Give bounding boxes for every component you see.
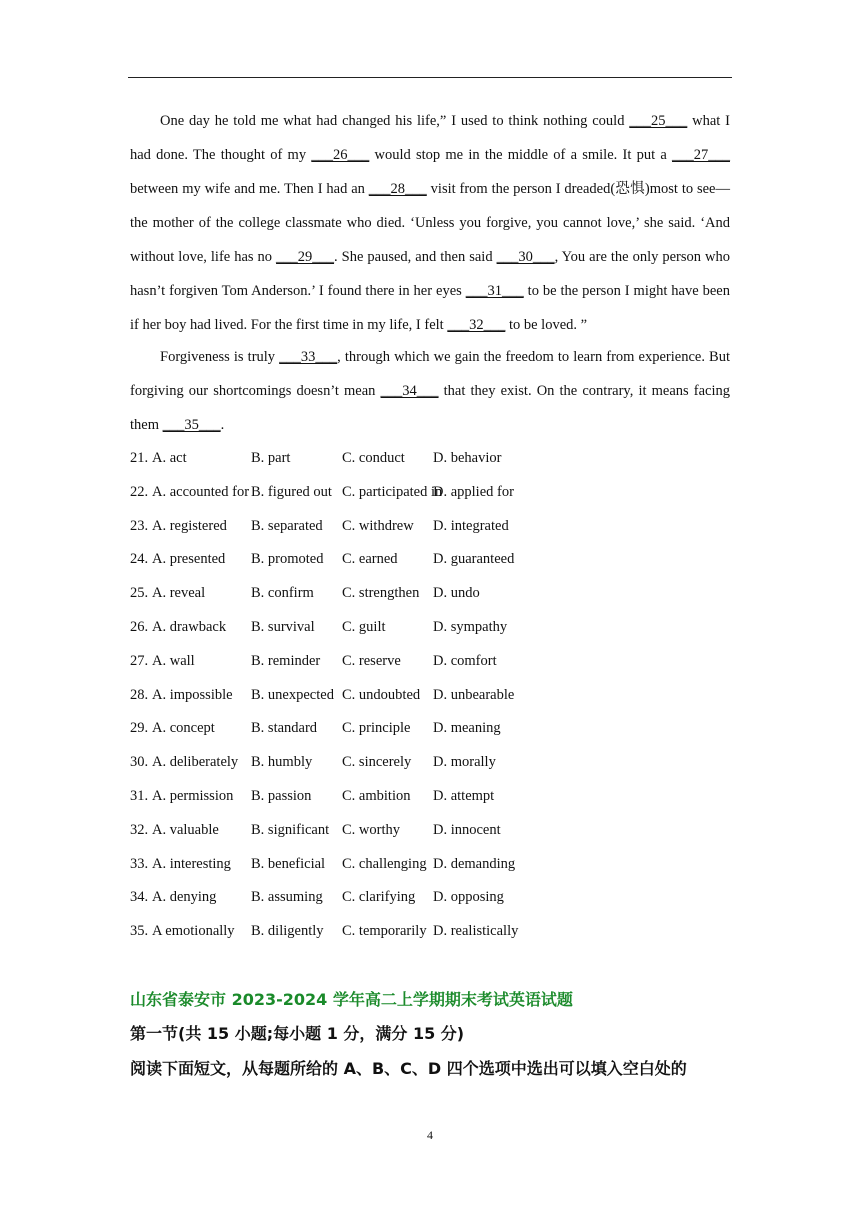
- option-a: A. deliberately: [152, 754, 239, 771]
- question-number: 21.: [130, 450, 149, 466]
- option-c: C. guilt: [342, 618, 386, 635]
- option-c: C. worthy: [342, 821, 400, 838]
- answer-blank: ___31___: [465, 283, 524, 299]
- option-b: B. separated: [251, 517, 323, 534]
- answer-blank: ___33___: [279, 349, 338, 365]
- header-rule: [128, 77, 732, 78]
- question-row: [130, 543, 730, 577]
- question-row: [130, 679, 730, 713]
- question-number: 34.: [130, 889, 149, 906]
- question-number: 24.: [130, 551, 149, 568]
- option-c: C. temporarily: [342, 923, 427, 940]
- question-row: [130, 442, 730, 476]
- option-c: C. undoubted: [342, 686, 421, 703]
- passage-text: Forgiveness is truly: [160, 349, 280, 365]
- question-row: [130, 780, 730, 814]
- option-a: A. act: [152, 450, 187, 466]
- section-title: 山东省泰安市 2023-2024 学年高二上学期期末考试英语试题: [130, 990, 573, 1009]
- question-number: 31.: [130, 787, 149, 804]
- passage-text: between my wife and me. Then I had an: [130, 181, 369, 197]
- option-a: A. reveal: [152, 585, 206, 602]
- question-row: [130, 611, 730, 645]
- option-d: D. meaning: [433, 720, 501, 737]
- question-options-list: [130, 442, 730, 949]
- answer-blank: ___27___: [672, 147, 730, 163]
- option-d: D. integrated: [433, 517, 509, 534]
- option-d: D. morally: [433, 754, 496, 771]
- question-row: [130, 814, 730, 848]
- question-row: [130, 645, 730, 679]
- question-row: [130, 881, 730, 915]
- option-d: D. comfort: [433, 652, 497, 669]
- section-instruction: 阅读下面短文，从每题所给的 A、B、C、D 四个选项中选出可以填入空白处的: [130, 1059, 687, 1078]
- option-d: D. applied for: [433, 483, 514, 500]
- question-number: 23.: [130, 517, 149, 534]
- option-a: A. impossible: [152, 686, 233, 703]
- question-number: 30.: [130, 754, 149, 771]
- option-a: A emotionally: [152, 923, 235, 940]
- question-row: [130, 746, 730, 780]
- question-number: 28.: [130, 686, 149, 703]
- option-a: A. registered: [152, 517, 227, 534]
- answer-blank: ___25___: [629, 113, 688, 129]
- answer-blank: ___34___: [380, 383, 439, 399]
- passage-text: what I had done. The thought of my: [130, 113, 730, 163]
- option-d: D. innocent: [433, 821, 501, 838]
- option-d: D. sympathy: [433, 618, 508, 635]
- option-d: D. attempt: [433, 787, 495, 804]
- option-a: A. accounted for: [152, 483, 250, 500]
- option-a: A. wall: [152, 652, 195, 669]
- option-d: D. behavior: [433, 450, 502, 466]
- passage-paragraph-1: [130, 104, 730, 342]
- option-c: C. withdrew: [342, 517, 414, 534]
- option-c: C. principle: [342, 720, 411, 737]
- option-a: A. concept: [152, 720, 215, 737]
- answer-blank: ___30___: [496, 249, 555, 265]
- option-b: B. figured out: [251, 483, 332, 500]
- option-c: C. reserve: [342, 652, 401, 669]
- answer-blank: ___28___: [368, 181, 427, 197]
- option-b: B. promoted: [251, 551, 324, 568]
- option-c: C. clarifying: [342, 889, 416, 906]
- option-b: B. reminder: [251, 652, 321, 669]
- option-b: B. assuming: [251, 889, 323, 906]
- question-row: [130, 915, 730, 949]
- passage-text: , You are the only person who hasn’t forgiven Tom Anderson.’ I found there in her eyes: [130, 249, 731, 299]
- option-c: C. challenging: [342, 855, 427, 872]
- option-b: B. passion: [251, 787, 312, 804]
- passage-text: would stop me in the middle of a smile. It put a: [369, 147, 672, 163]
- option-b: B. survival: [251, 618, 315, 635]
- option-b: B. humbly: [251, 754, 313, 771]
- question-number: 22.: [130, 483, 149, 500]
- question-number: 35.: [130, 923, 149, 940]
- option-b: B. diligently: [251, 923, 324, 940]
- option-d: D. demanding: [433, 855, 516, 872]
- question-number: 25.: [130, 585, 149, 602]
- question-row: [130, 712, 730, 746]
- option-b: B. part: [251, 450, 291, 466]
- passage-text: . She paused, and then said: [334, 249, 497, 265]
- option-b: B. confirm: [251, 585, 314, 602]
- passage-text: visit from the person I dreaded(恐惧)most to see—the mother of the college classmate who died. ‘Unless you forgive, you cannot love,’ she said. ‘And without love, life has no: [130, 181, 730, 265]
- option-c: C. conduct: [342, 450, 405, 466]
- option-d: D. undo: [433, 585, 480, 602]
- question-number: 29.: [130, 720, 149, 737]
- option-a: A. interesting: [152, 855, 231, 872]
- passage-text: that they exist. On the contrary, it means facing them: [130, 383, 730, 433]
- option-b: B. standard: [251, 720, 318, 737]
- passage-text: , through which we gain the freedom to learn from experience. But forgiving our shortcomings doesn’t mean: [130, 349, 731, 399]
- option-c: C. strengthen: [342, 585, 420, 602]
- question-number: 33.: [130, 855, 149, 872]
- option-c: C. participated in: [342, 483, 443, 500]
- passage-text: to be loved. ”: [505, 317, 588, 333]
- option-a: A. valuable: [152, 821, 219, 838]
- option-d: D. guaranteed: [433, 551, 515, 568]
- option-d: D. opposing: [433, 889, 504, 906]
- passage-text: to be the person I might have been if her boy had lived. For the first time in my life, I felt: [130, 283, 730, 333]
- option-c: C. ambition: [342, 787, 411, 804]
- option-a: A. denying: [152, 889, 217, 906]
- answer-blank: ___29___: [276, 249, 335, 265]
- option-a: A. drawback: [152, 618, 227, 635]
- option-b: B. unexpected: [251, 686, 334, 703]
- answer-blank: ___26___: [311, 147, 370, 163]
- passage-paragraph-2: [130, 340, 730, 442]
- question-row: [130, 848, 730, 882]
- option-c: C. earned: [342, 551, 398, 568]
- question-number: 32.: [130, 821, 149, 838]
- question-row: [130, 476, 730, 510]
- option-b: B. significant: [251, 821, 330, 838]
- passage-text: One day he told me what had changed his life,” I used to think nothing could: [160, 113, 630, 129]
- option-d: D. unbearable: [433, 686, 515, 703]
- option-b: B. beneficial: [251, 855, 326, 872]
- option-a: A. permission: [152, 787, 234, 804]
- question-number: 27.: [130, 652, 149, 669]
- question-row: [130, 510, 730, 544]
- question-number: 26.: [130, 618, 149, 635]
- section-subtitle: 第一节(共 15 小题;每小题 1 分，满分 15 分): [130, 1024, 465, 1043]
- page-number: 4: [427, 1128, 433, 1142]
- option-a: A. presented: [152, 551, 226, 568]
- option-c: C. sincerely: [342, 754, 412, 771]
- answer-blank: ___35___: [162, 417, 221, 433]
- option-d: D. realistically: [433, 923, 519, 940]
- answer-blank: ___32___: [447, 317, 506, 333]
- passage-text: .: [220, 417, 225, 433]
- question-row: [130, 577, 730, 611]
